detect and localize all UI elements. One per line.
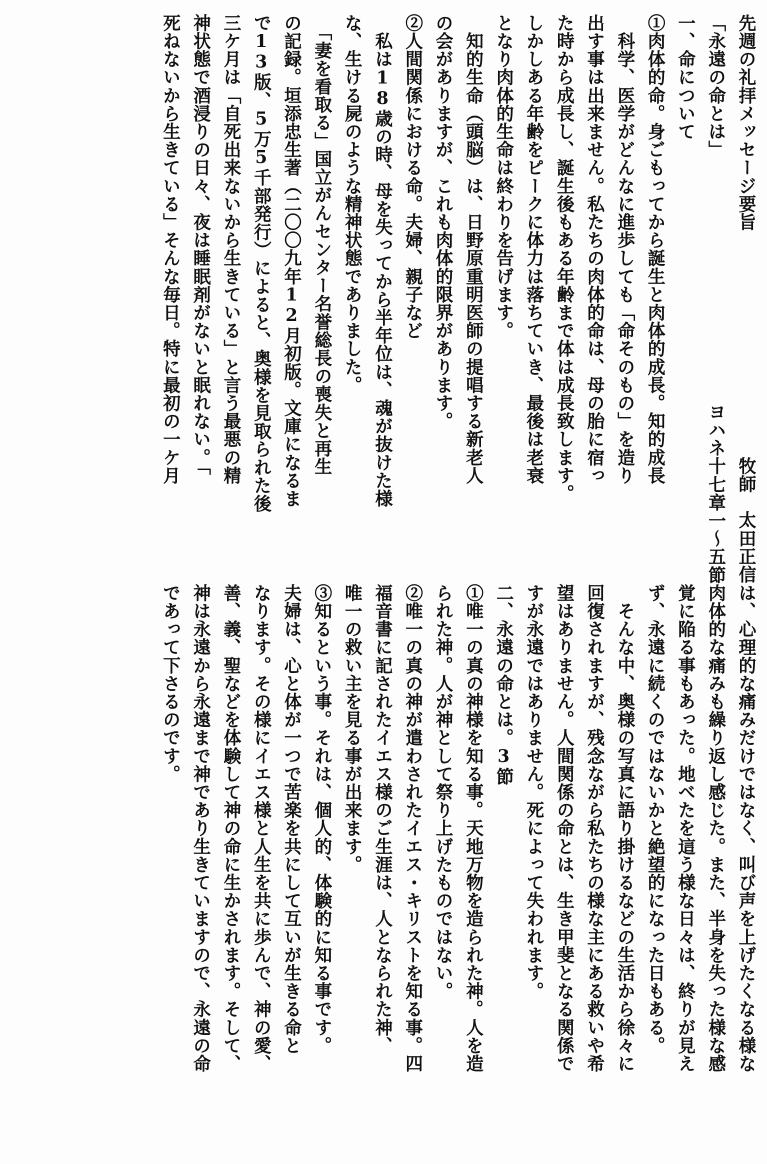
bottom-column-line [216,584,246,1154]
top-column-line-text: 出す事は出来ません。私たちの肉体的命は、母の胎に宿っ [584,14,605,485]
bottom-column-line [367,584,397,1154]
top-column-line [731,14,761,584]
bottom-column-line [488,584,518,1154]
top-column-line-text: た時から成長し、誕生後もある年齢まで体は成長致します。 [554,14,575,503]
bottom-column-line [397,584,427,1154]
bottom-text-block [15,584,761,1154]
bottom-column-line-text: 善、義、聖などを体験して神の命に生かされます。そして、 [220,584,241,1073]
bottom-column-line [700,584,730,1154]
bottom-column-line [549,584,579,1154]
top-column-line-text: な、生ける屍のような精神状態でありました。 [342,14,363,395]
bottom-column-line-text: そんな中、奥様の写真に語り掛けるなどの生活から徐々に [614,584,635,1073]
bottom-column-line [307,584,337,1154]
bottom-column-line [640,584,670,1154]
top-column-line-tail: 牧師 太田正信 [736,457,756,584]
top-column-line-text: 「永遠の命とは」 [705,14,726,159]
bottom-column-line-text: 肉体的な痛みも繰り返し感じた。また、半身を失った様な感 [705,584,726,1073]
bottom-column-line [276,584,306,1154]
top-column-line-text: 先週の礼拝メッセージ要旨 [736,14,756,232]
top-column-line-tail: ヨハネ十七章一～五節 [705,403,726,584]
bottom-column-line [579,584,609,1154]
top-column-line [246,14,276,584]
bottom-column-line-text: であって下さるのです。 [160,584,181,784]
top-column-line-text: 知的生命（頭脳）は、日野原重明医師の提唱する新老人 [463,14,484,485]
top-column-line-text: 一、命について [675,14,696,141]
bottom-column-line-text: 望はありません。人間関係の命とは、生き甲斐となる関係で [554,584,575,1073]
top-column-line-text: の記録。垣添忠生著（二〇〇九年12月初版。文庫になるま [281,14,302,508]
bottom-column-line [610,584,640,1154]
top-column-line-text: 「妻を看取る」国立がんセンター名誉総長の喪失と再生 [311,14,332,476]
top-column-line-text: ①肉体的命。身ごもってから誕生と肉体的成長。知的成長 [645,14,666,485]
bottom-column-line-text: は、心理的な痛みだけではなく、叫び声を上げたくなる様な [736,584,756,1073]
top-column-line [670,14,700,584]
top-column-line-text: 科学、医学がどんなに進歩しても「命そのもの」を造り [614,14,635,485]
bottom-column-line-text: られた神。人が神として祭り上げたものではない。 [433,584,454,1001]
top-column-line [155,14,185,584]
bottom-column-line-text: すが永遠ではありません。死によって失われます。 [523,584,544,1001]
top-column-line [549,14,579,584]
top-column-line [458,14,488,584]
top-column-line-text: 私は18歳の時、母を失ってから半年位は、魂が抜けた様 [372,14,393,508]
bottom-column-line-text: 回復されますが、残念ながら私たちの様な主にある救いや希 [584,584,605,1073]
bottom-column-line-text: 覚に陥る事もあった。地べたを這う様な日々は、終りが見え [675,584,696,1073]
top-column-line [488,14,518,584]
top-column-line [428,14,458,584]
top-column-line-text: 死ねないから生きている」そんな毎日。特に最初の一ケ月 [160,14,181,485]
top-column-line [640,14,670,584]
top-column-line-text: ②人間関係における命。夫婦、親子など [402,14,423,340]
bottom-column-line [670,584,700,1154]
bottom-column-line-text: 夫婦は、心と体が一つで苦楽を共にして互いが生きる命と [281,584,302,1055]
top-column-line-text: 神状態で酒浸りの日々、夜は睡眠剤がないと眠れない。「 [190,14,211,476]
bottom-column-line [185,584,215,1154]
top-column-line [367,14,397,584]
bottom-column-line [519,584,549,1154]
top-column-line-text: の会がありますが、これも肉体的限界があります。 [433,14,454,431]
bottom-column-line [458,584,488,1154]
bottom-column-line [246,584,276,1154]
bottom-column-line [337,584,367,1154]
bottom-column-line-text: なります。その様にイエス様と人生を共に歩んで、神の愛、 [251,584,272,1073]
top-column-line [307,14,337,584]
top-column-line-text: となり肉体的生命は終わりを告げます。 [493,14,514,340]
top-text-block [15,14,761,584]
bottom-column-line-text: 唯一の救い主を見る事が出来ます。 [342,584,363,874]
bottom-column-line-text: ②唯一の真の神が遣わされたイエス・キリストを知る事。四 [402,584,423,1073]
top-column-line [610,14,640,584]
top-column-line [700,14,730,584]
top-column-line-text: で13版、5万5千部発行）によると、奥様を見取られた後 [251,14,272,513]
top-column-line [185,14,215,584]
bottom-column-line-text: 二、永遠の命とは。3節 [493,584,514,786]
top-column-line-text: しかしある年齢をピークに体力は落ちていき、最後は老衰 [523,14,544,485]
top-column-line [216,14,246,584]
top-column-line-text: 三ケ月は「自死出来ないから生きている」と言う最悪の精 [220,14,241,485]
bottom-column-line [731,584,761,1154]
top-column-line [397,14,427,584]
bottom-column-line-text: 神は永遠から永遠まで神であり生きていますので、永遠の命 [190,584,211,1073]
bottom-column-line [428,584,458,1154]
bottom-column-line [155,584,185,1154]
top-column-line [579,14,609,584]
bottom-column-line-text: ①唯一の真の神様を知る事。天地万物を造られた神。人を造 [463,584,484,1073]
bottom-column-line-text: 福音書に記されたイエス様のご生涯は、人となられた神、 [372,584,393,1055]
bottom-column-line-text: ず、永遠に続くのではないかと絶望的になった日もある。 [645,584,666,1055]
top-column-line [337,14,367,584]
top-column-line [519,14,549,584]
top-column-line [276,14,306,584]
bottom-column-line-text: ③知るという事。それは、個人的、体験的に知る事です。 [311,584,332,1055]
